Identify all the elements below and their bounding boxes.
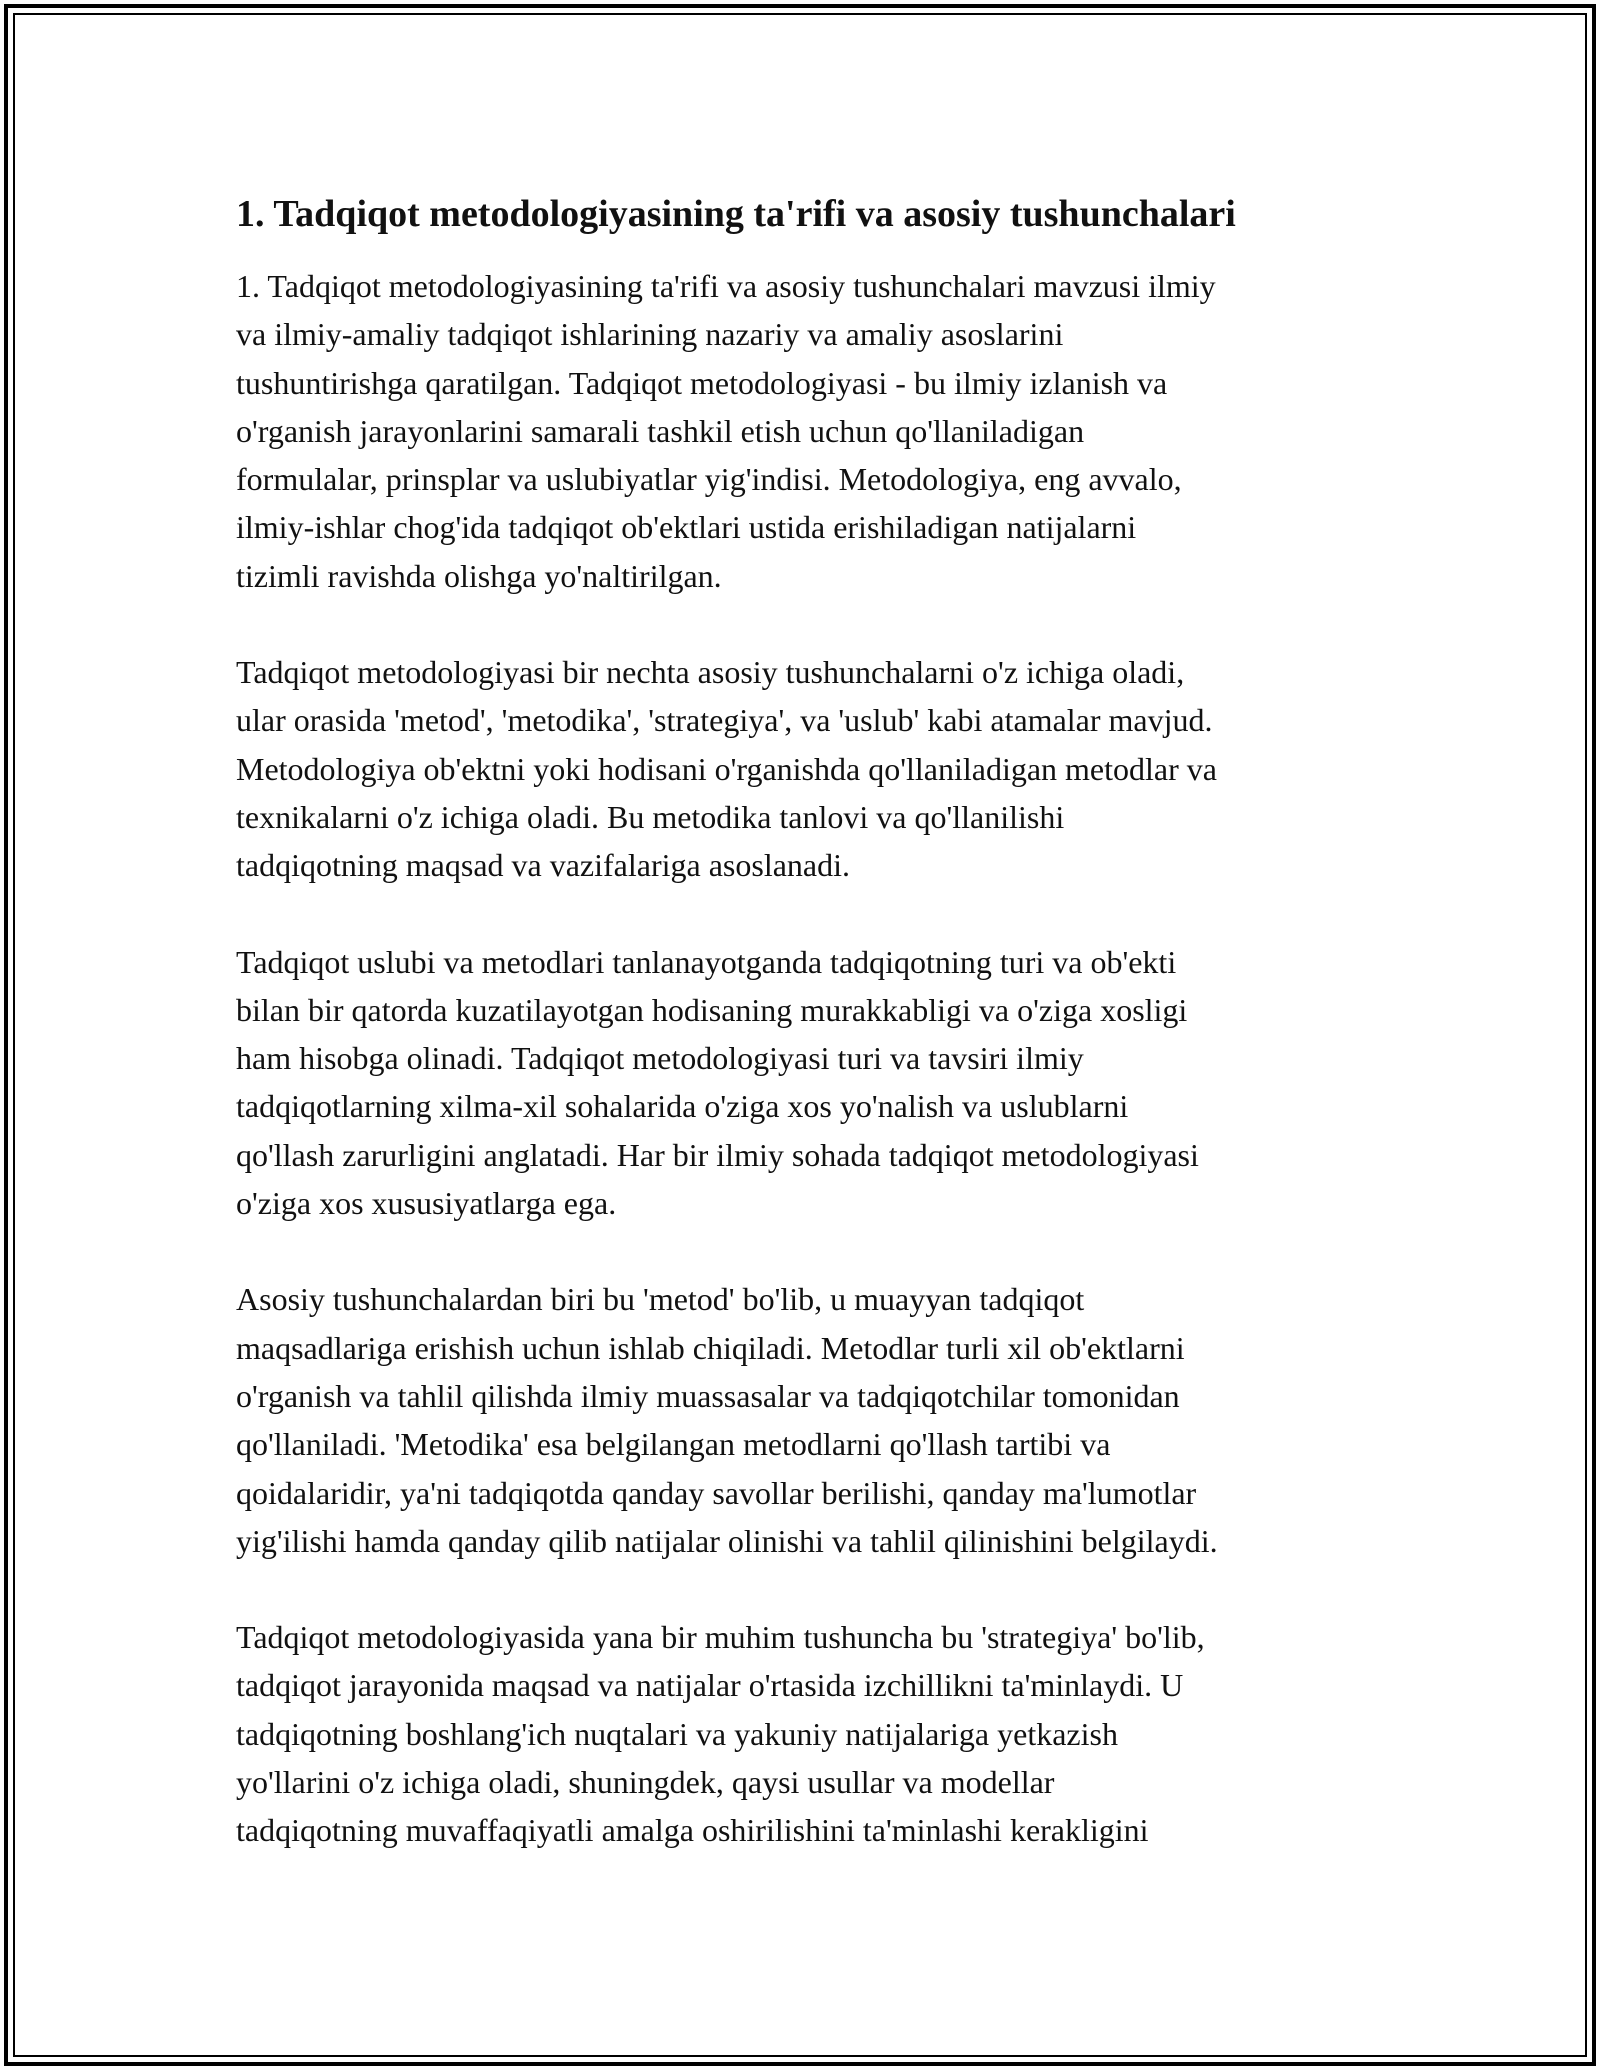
paragraph-3: Tadqiqot uslubi va metodlari tanlanayotganda tadqiqotning turi va ob'ekti bilan bir qatorda kuzatilayotgan hodisaning murakkabligi va o'ziga xosligi ham hisobga olinadi. Tadqiqot metodologiyasi turi va tavsiri ilmiy tadqiqotlarning xilma-xil sohalarida o'ziga xos yo'nalish va uslublarni qo'llash zarurligini anglatadi. Har bir ilmiy sohada tadqiqot metodologiyasi o'ziga xos xususiyatlarga ega. xyxy=(236,943,1199,1222)
section-title: 1. Tadqiqot metodologiyasining ta'rifi va asosiy tushunchalari xyxy=(236,193,1236,235)
paragraph-4: Asosiy tushunchalardan biri bu 'metod' bo'lib, u muayyan tadqiqot maqsadlariga erishish uchun ishlab chiqiladi. Metodlar turli xil ob'ektlarni o'rganish va tahlil qilishda ilmiy muassasalar va tadqiqotchilar tomonidan qo'llaniladi. 'Metodika' esa belgilangan metodlarni qo'llash tartibi va qoidalaridir, ya'ni tadqiqotda qanday savollar berilishi, qanday ma'lumotlar yig'ilishi hamda qanday qilib natijalar olinishi va tahlil qilinishini belgilaydi. xyxy=(236,1281,1218,1559)
paragraph-1: 1. Tadqiqot metodologiyasining ta'rifi va asosiy tushunchalari mavzusi ilmiy va ilmiy-amaliy tadqiqot ishlarining nazariy va amaliy asoslarini tushuntirishga qaratilgan. Tadqiqot metodologiyasi - bu ilmiy izlanish va o'rganish jarayonlarini samarali tashkil etish uchun qo'llaniladigan formulalar, prinsplar va uslubiyatlar yig'indisi. Metodologiya, eng avvalo, ilmiy-ishlar chog'ida tadqiqot ob'ektlari ustida erishiladigan natijalarni tizimli ravishda olishga yo'naltirilgan. xyxy=(236,268,1216,594)
paragraph-2: Tadqiqot metodologiyasi bir nechta asosiy tushunchalarni o'z ichiga oladi, ular orasida 'metod', 'metodika', 'strategiya', va 'uslub' kabi atamalar mavjud. Metodologiya ob'ektni yoki hodisani o'rganishda qo'llaniladigan metodlar va texnikalarni o'z ichiga oladi. Bu metodika tanlovi va qo'llanilishi tadqiqotning maqsad va vazifalariga asoslanadi. xyxy=(236,654,1217,884)
paragraph-5: Tadqiqot metodologiyasida yana bir muhim tushuncha bu 'strategiya' bo'lib, tadqiqot jarayonida maqsad va natijalar o'rtasida izchillikni ta'minlaydi. U tadqiqotning boshlang'ich nuqtalari va yakuniy natijalariga yetkazish yo'llarini o'z ichiga oladi, shuningdek, qaysi usullar va modellar tadqiqotning muvaffaqiyatli amalga oshirilishini ta'minlashi kerakligini xyxy=(236,1619,1205,1849)
document-body xyxy=(236,190,1366,1903)
